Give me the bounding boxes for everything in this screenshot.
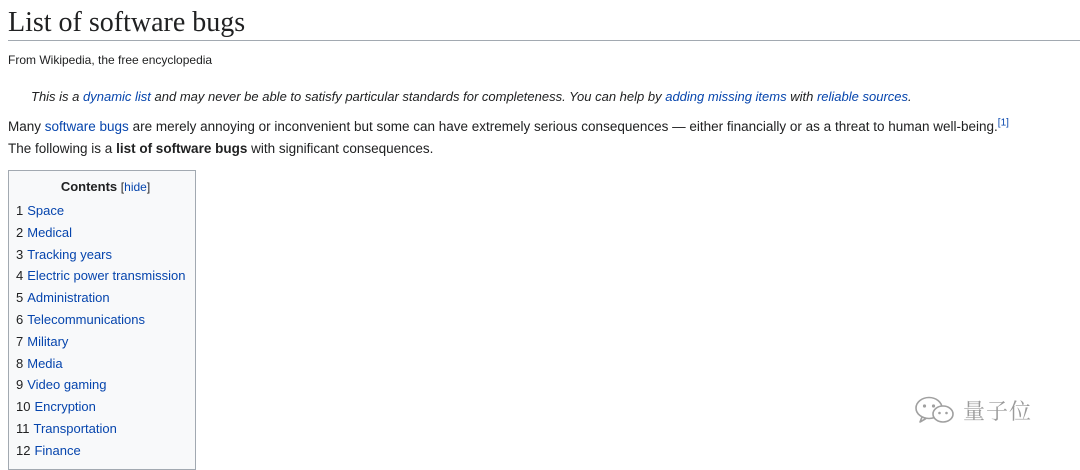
dynamic-list-link[interactable]: dynamic list: [83, 89, 151, 104]
intro-line2-end: with significant consequences.: [247, 141, 434, 156]
intro-line2-pre: The following is a: [8, 141, 117, 156]
toc-item[interactable]: [16, 331, 195, 353]
toc-hide-control: [121, 180, 150, 194]
intro-line2-bold: list of software bugs: [116, 141, 248, 156]
hatnote-text-end: .: [908, 89, 912, 104]
toc-hide-link[interactable]: hide: [124, 180, 147, 194]
toc-list: [16, 200, 195, 462]
toc-title: Contents: [60, 179, 118, 194]
toc-item-link[interactable]: Administration: [27, 290, 110, 306]
wechat-icon: [913, 395, 957, 425]
toc-hide-bracket-open: [: [120, 180, 125, 194]
page-title: List of software bugs: [8, 0, 1080, 41]
toc-item[interactable]: [16, 396, 195, 418]
toc-item-link[interactable]: Electric power transmission: [27, 268, 186, 284]
toc-item-link[interactable]: Telecommunications: [27, 311, 146, 327]
toc-item-link[interactable]: Finance: [34, 442, 81, 458]
toc-item-number: 11: [16, 420, 30, 436]
toc-item-link[interactable]: Transportation: [33, 420, 117, 436]
toc-item[interactable]: [16, 222, 195, 244]
toc-item-link[interactable]: Media: [27, 355, 63, 371]
toc-item-link[interactable]: Encryption: [34, 399, 96, 415]
toc-item-link[interactable]: Space: [27, 203, 65, 218]
software-bugs-link[interactable]: software bugs: [44, 119, 129, 134]
toc-item[interactable]: [16, 309, 195, 331]
toc-item[interactable]: [16, 418, 195, 440]
toc-item-number: 7: [16, 333, 24, 349]
toc-item-number: 12: [16, 442, 31, 458]
toc-item-number: 1: [16, 203, 24, 218]
reference-1-link[interactable]: [1]: [997, 117, 1009, 129]
toc-item-number: 2: [16, 224, 24, 240]
toc-item[interactable]: [16, 200, 195, 222]
toc-item[interactable]: [16, 244, 195, 266]
toc-item-link[interactable]: Video gaming: [27, 377, 107, 393]
intro-text-1: are merely annoying or inconvenient but some can have extremely serious consequences — either financially or as a threat to human well-being.: [128, 119, 998, 134]
toc-item-number: 5: [16, 290, 24, 306]
toc-item-number: 10: [16, 399, 31, 415]
hatnote-text-mid: and may never be able to satisfy particular standards for completeness. You can help by: [150, 89, 666, 104]
toc-item-number: 6: [16, 311, 24, 327]
toc-item-number: 8: [16, 355, 24, 371]
watermark-text: 量子位: [963, 399, 1033, 425]
toc-item[interactable]: [16, 265, 195, 287]
intro-paragraph: [8, 116, 1080, 160]
toc-item-link[interactable]: Medical: [27, 224, 73, 240]
toc-hide-bracket-close: ]: [146, 180, 151, 194]
toc-item[interactable]: [16, 353, 195, 375]
toc-item-link[interactable]: Tracking years: [27, 246, 113, 262]
toc-item-link[interactable]: Military: [27, 333, 69, 349]
intro-text-pre: Many: [8, 119, 45, 134]
reliable-sources-link[interactable]: reliable sources: [816, 89, 908, 104]
hatnote: [8, 88, 1080, 106]
site-tagline: From Wikipedia, the free encyclopedia: [8, 53, 213, 67]
toc-item-number: 4: [16, 268, 24, 284]
hatnote-text-mid2: with: [786, 89, 817, 104]
hatnote-text-pre: This is a: [31, 89, 84, 104]
toc-item-number: 3: [16, 246, 24, 262]
toc-item-number: 9: [16, 377, 24, 393]
toc-item[interactable]: [16, 287, 195, 309]
adding-missing-items-link[interactable]: adding missing items: [665, 89, 787, 104]
toc-item[interactable]: [16, 440, 195, 462]
table-of-contents: [8, 170, 196, 470]
toc-item[interactable]: [16, 374, 195, 396]
toc-header: [16, 178, 195, 196]
watermark: [913, 392, 1053, 428]
